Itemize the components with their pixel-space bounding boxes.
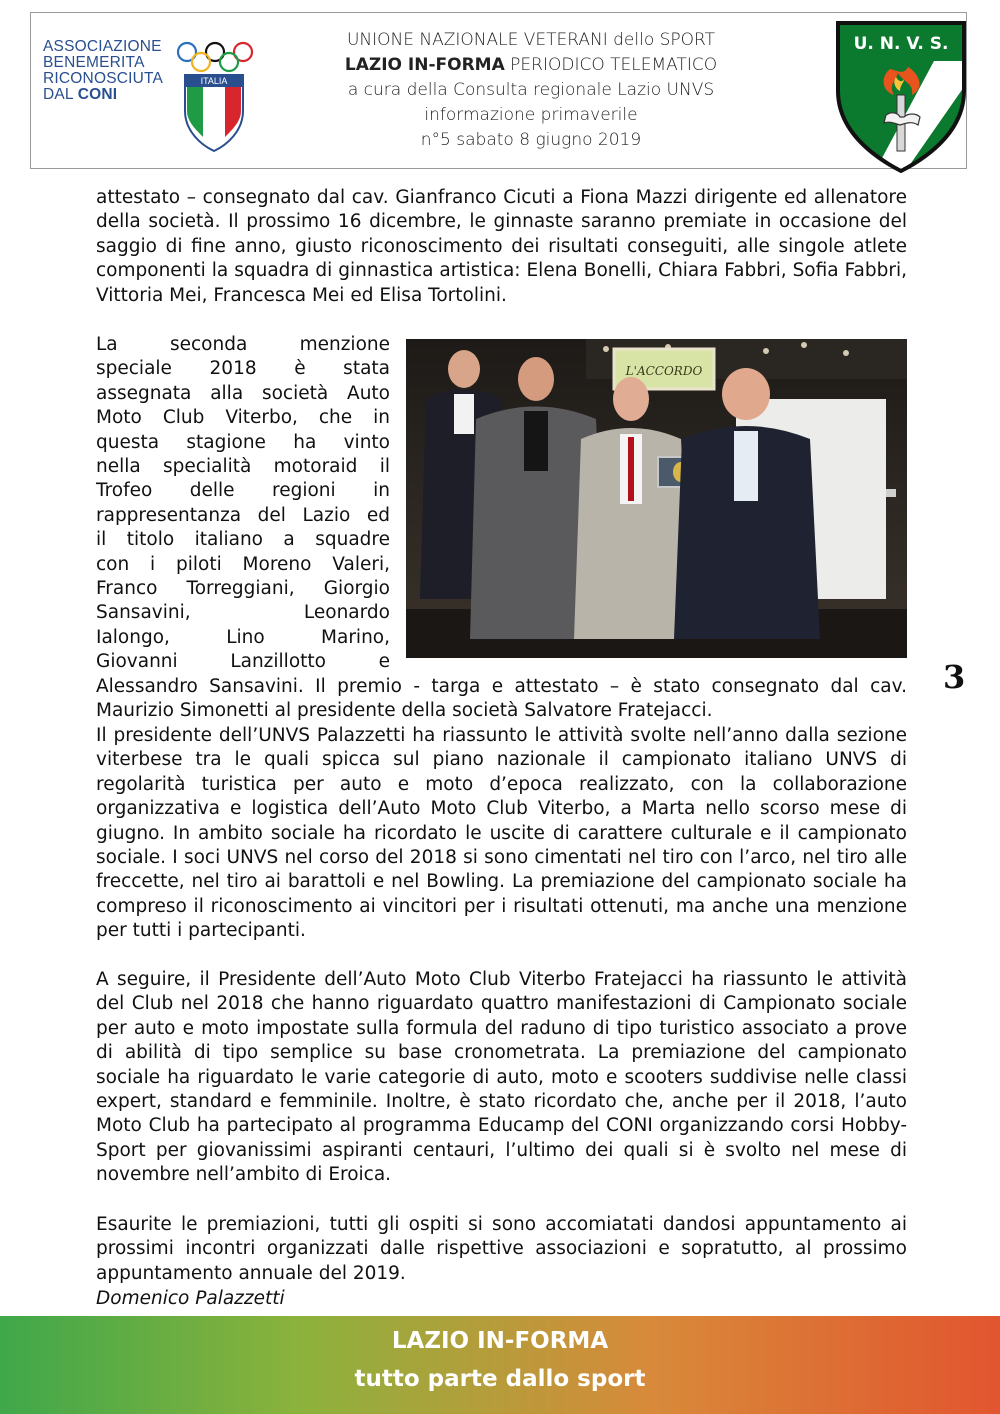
coni-line-3: RICONOSCIUTA xyxy=(43,70,164,87)
paragraph-4: Esaurite le premiazioni, tutti gli ospiti si sono accomiatati dandosi appuntamento ai prossimi incontri organizzati dalle rispettive associazioni e sopratutto, al prossimo appuntamento annuale del 2019. xyxy=(96,1214,907,1284)
award-ceremony-photo xyxy=(406,339,907,658)
paragraph-intro: attestato – consegnato dal cav. Gianfranco Cicuti a Fiona Mazzi dirigente ed allenatore della società. Il prossimo 16 dicembre, le ginnaste saranno premiate in occasione del saggio di fine anno, giusto riconoscimento dei risultati conseguiti, alle singole atlete componenti la squadra di ginnastica artistica: Elena Bonelli, Chiara Fabbri, Sofia Fabbri, Vittoria Mei, Francesca Mei ed Elisa Tortolini. xyxy=(96,187,907,306)
wrap-line: assegnata alla società Auto xyxy=(96,382,390,404)
wrap-line: Ialongo, Lino Marino, xyxy=(96,626,390,648)
header-issue-date: n°5 sabato 8 giugno 2019 xyxy=(420,130,642,150)
wrap-line: La seconda menzione xyxy=(96,334,390,355)
paragraph-3: A seguire, il Presidente dell’Auto Moto Club Viterbo Fratejacci ha riassunto le attività del Club nel 2018 che hanno riguardato quattro manifestazioni di Campionato sociale per auto e moto impostate sulla formula del raduno di tipo turistico associato a prove di abilità di tipo semplice su base cronometrata. La premiazione del campionato sociale ha riguardato le varie categorie di auto, moto e scooters suddivise nelle classi expert, standard e femminile. Inoltre, è stato ricordato che, anche per il 2018, l’auto Moto Club ha partecipato al programma Educamp del CONI organizzando corsi Hobby-Sport per giovanissimi aspiranti centauri, l’ultimo dei quali si è svolto nel mese di novembre nell’ambito di Eroica. xyxy=(96,969,907,1186)
paragraph-continued: Alessandro Sansavini. Il premio - targa e attestato – è stato consegnato dal cav. Maurizio Simonetti al presidente della società Salvatore Fratejacci. xyxy=(96,676,907,722)
author-signature: Domenico Palazzetti xyxy=(96,1288,285,1309)
paragraph-wrapped xyxy=(96,333,390,675)
italia-shield-icon xyxy=(183,73,245,153)
header-line-4: informazione primaverile xyxy=(424,105,638,125)
wrap-line: questa stagione ha vinto xyxy=(96,431,390,453)
header-line-2: LAZIO IN-FORMA PERIODICO TELEMATICO xyxy=(344,55,718,75)
svg-text:ITALIA: ITALIA xyxy=(200,76,228,86)
wrap-line: Sansavini, Leonardo xyxy=(96,602,390,624)
wrap-line: con i piloti Moreno Valeri, xyxy=(96,553,390,575)
paragraph-2: Il presidente dell’UNVS Palazzetti ha riassunto le attività svolte nell’anno dalla sezione viterbese tra le quali spicca sul piano nazionale il campionato italiano UNVS di regolarità turistica per auto e moto d’epoca realizzato, con la collaborazione organizzativa e logistica dell’Auto Moto Club Viterbo, a Marta nello scorso mese di giugno. In ambito sociale ha ricordato le uscite di carattere culturale e il campionato sociale. I soci UNVS nel corso del 2018 si sono cimentati nel tiro con l’arco, nel tiro alle freccette, nel tiro ai barattoli e nel Bowling. La premiazione del campionato sociale ha compreso il riconoscimento ai vincitori per i risultati ottenuti, ma anche una menzione per tutti i partecipanti. xyxy=(96,725,907,942)
wrap-line: Moto Club Viterbo, che in xyxy=(96,407,390,429)
coni-logo-text xyxy=(43,39,173,103)
unvs-shield-logo xyxy=(834,21,968,173)
wrap-line: Franco Torreggiani, Giorgio xyxy=(96,578,390,600)
page-header xyxy=(30,12,967,169)
header-line-3: a cura della Consulta regionale Lazio UNVS xyxy=(347,80,715,100)
wrap-line: il titolo italiano a squadre xyxy=(96,529,390,551)
olympic-rings-icon xyxy=(175,41,255,75)
footer-title: LAZIO IN-FORMA xyxy=(391,1328,609,1354)
page-footer xyxy=(0,1316,1000,1414)
wrap-line: Trofeo delle regioni in xyxy=(96,480,390,502)
wrap-line: rappresentanza del Lazio ed xyxy=(96,504,390,526)
svg-text:L'ACCORDO: L'ACCORDO xyxy=(625,364,703,378)
wrap-line: speciale 2018 è stata xyxy=(96,358,390,380)
header-title-block xyxy=(281,28,781,153)
coni-line-2: BENEMERITA xyxy=(43,54,145,71)
page-number: 3 xyxy=(943,658,966,696)
footer-subtitle: tutto parte dallo sport xyxy=(354,1366,646,1392)
wrap-line: Giovanni Lanzillotto e xyxy=(96,651,390,673)
header-line-1: UNIONE NAZIONALE VETERANI dello SPORT xyxy=(346,30,716,50)
wrap-line: nella specialità motoraid il xyxy=(96,456,390,478)
coni-line-1: ASSOCIAZIONE xyxy=(43,38,162,55)
svg-text:U. N. V. S.: U. N. V. S. xyxy=(853,34,949,54)
coni-logo xyxy=(43,39,253,157)
coni-line-4: DAL CONI xyxy=(43,86,118,103)
